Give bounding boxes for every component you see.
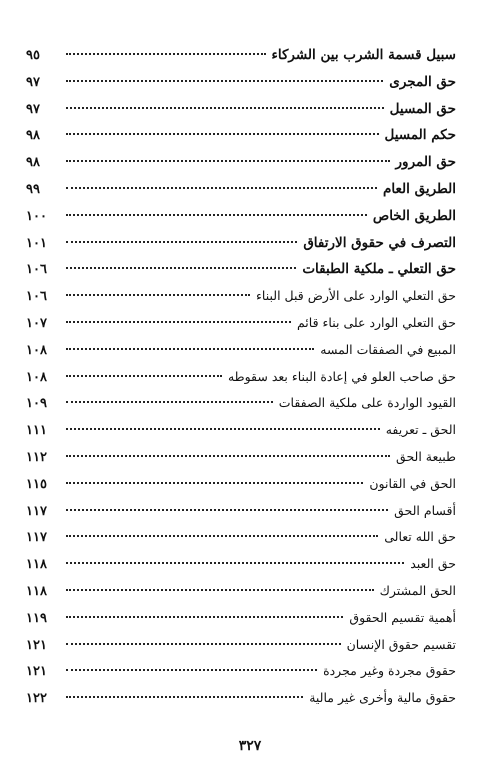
toc-entry-page: ٩٧ — [26, 101, 40, 117]
toc-entry — [26, 658, 456, 685]
toc-entry — [26, 283, 456, 310]
toc-entry-title: حق المسيل — [389, 100, 456, 117]
toc-entry-title: القيود الواردة على ملكية الصفقات — [278, 395, 456, 411]
toc-entry-page: ١٠٦ — [26, 289, 47, 305]
toc-entry — [26, 176, 456, 203]
toc-entry-page: ١١١ — [26, 423, 47, 439]
table-of-contents — [26, 42, 456, 712]
dot-leader — [66, 133, 379, 135]
toc-entry-title: حق التعلي الوارد على بناء قائم — [296, 314, 456, 330]
toc-entry — [26, 364, 456, 391]
toc-entry — [26, 256, 456, 283]
toc-entry-page: ١٠٠ — [26, 208, 47, 224]
toc-entry-title: حق التعلي ـ ملكية الطبقات — [302, 261, 456, 278]
toc-entry-title: حق العبد — [410, 556, 456, 572]
toc-entry-page: ١٢١ — [26, 637, 47, 653]
dot-leader — [66, 669, 317, 671]
toc-entry-page: ١٠٩ — [26, 396, 47, 412]
toc-entry-page: ١٢١ — [26, 664, 47, 680]
toc-entry-page: ١٠٦ — [26, 262, 47, 278]
toc-entry-title: طبيعة الحق — [396, 448, 456, 464]
dot-leader — [66, 428, 380, 430]
dot-leader — [66, 321, 291, 323]
dot-leader — [66, 535, 378, 537]
toc-entry — [26, 551, 456, 578]
dot-leader — [66, 53, 266, 55]
toc-entry — [26, 42, 456, 69]
toc-entry-page: ١٠٨ — [26, 342, 47, 358]
toc-entry-title: المبيع في الصفقات المسه — [320, 341, 456, 357]
toc-entry-title: حق صاحب العلو في إعادة البناء بعد سقوطه — [227, 368, 456, 384]
toc-entry — [26, 149, 456, 176]
toc-entry-title: حقوق مالية وأخرى غير مالية — [309, 690, 456, 706]
dot-leader — [66, 375, 222, 377]
toc-entry-title: التصرف في حقوق الارتفاق — [303, 234, 456, 251]
toc-entry-title: الحق في القانون — [369, 475, 456, 491]
dot-leader — [66, 267, 296, 269]
toc-entry-title: الطريق العام — [383, 180, 456, 197]
dot-leader — [66, 80, 383, 82]
toc-entry — [26, 444, 456, 471]
toc-entry — [26, 310, 456, 337]
toc-entry — [26, 417, 456, 444]
toc-entry-page: ٩٥ — [26, 48, 40, 63]
toc-entry-page: ١٠١ — [26, 235, 47, 251]
dot-leader — [66, 214, 367, 216]
toc-entry — [26, 498, 456, 525]
toc-entry-title: حق المرور — [395, 154, 456, 171]
toc-entry-page: ١١٨ — [26, 583, 47, 599]
toc-entry — [26, 578, 456, 605]
toc-entry-page: ٩٩ — [26, 181, 40, 197]
dot-leader — [66, 589, 374, 591]
toc-entry-title: أهمية تقسيم الحقوق — [349, 609, 456, 625]
toc-entry — [26, 685, 456, 712]
toc-entry-page: ١١٧ — [26, 503, 47, 519]
dot-leader — [66, 509, 388, 511]
toc-entry-page: ٩٨ — [26, 128, 40, 144]
dot-leader — [66, 562, 404, 564]
toc-entry — [26, 337, 456, 364]
dot-leader — [66, 643, 341, 645]
toc-entry-page: ١٠٨ — [26, 369, 47, 385]
toc-entry — [26, 471, 456, 498]
toc-entry-title: الحق المشترك — [379, 582, 456, 598]
toc-entry-page: ١٢٢ — [26, 691, 47, 707]
toc-entry — [26, 203, 456, 230]
toc-entry-page: ٩٨ — [26, 155, 40, 171]
toc-entry-title: حكم المسيل — [384, 127, 456, 144]
toc-entry-page: ٩٧ — [26, 74, 40, 90]
page-number: ٣٢٧ — [238, 738, 262, 754]
toc-entry-page: ١١٥ — [26, 476, 47, 492]
toc-entry-page: ١١٨ — [26, 557, 47, 573]
toc-entry-title: تقسيم حقوق الإنسان — [346, 636, 456, 652]
toc-entry-title: حقوق مجردة وغير مجردة — [323, 663, 456, 679]
toc-entry-page: ١١٧ — [26, 530, 47, 546]
toc-entry — [26, 632, 456, 659]
toc-entry — [26, 524, 456, 551]
dot-leader — [66, 696, 303, 698]
toc-entry-title: أقسام الحق — [394, 502, 456, 518]
dot-leader — [66, 616, 343, 618]
dot-leader — [66, 241, 297, 243]
toc-entry — [26, 605, 456, 632]
toc-entry-page: ١٠٧ — [26, 315, 47, 331]
toc-entry-title: حق المجرى — [389, 73, 456, 90]
toc-entry-page: ١١٢ — [26, 449, 47, 465]
toc-entry-title: حق الله تعالى — [384, 529, 456, 545]
dot-leader — [66, 107, 384, 109]
toc-entry-title: الطريق الخاص — [372, 207, 456, 224]
dot-leader — [66, 401, 273, 403]
toc-entry-title: الحق ـ تعريفه — [385, 422, 456, 438]
toc-entry-title: سبيل قسمة الشرب بين الشركاء — [271, 47, 456, 63]
dot-leader — [66, 348, 314, 350]
toc-entry-title: حق التعلي الوارد على الأرض قبل البناء — [256, 288, 456, 304]
toc-entry — [26, 122, 456, 149]
toc-entry — [26, 69, 456, 96]
dot-leader — [66, 294, 250, 296]
toc-entry — [26, 390, 456, 417]
toc-entry — [26, 230, 456, 257]
toc-entry — [26, 96, 456, 123]
dot-leader — [66, 160, 390, 162]
toc-entry-page: ١١٩ — [26, 610, 47, 626]
dot-leader — [66, 455, 390, 457]
dot-leader — [66, 187, 377, 189]
dot-leader — [66, 482, 363, 484]
